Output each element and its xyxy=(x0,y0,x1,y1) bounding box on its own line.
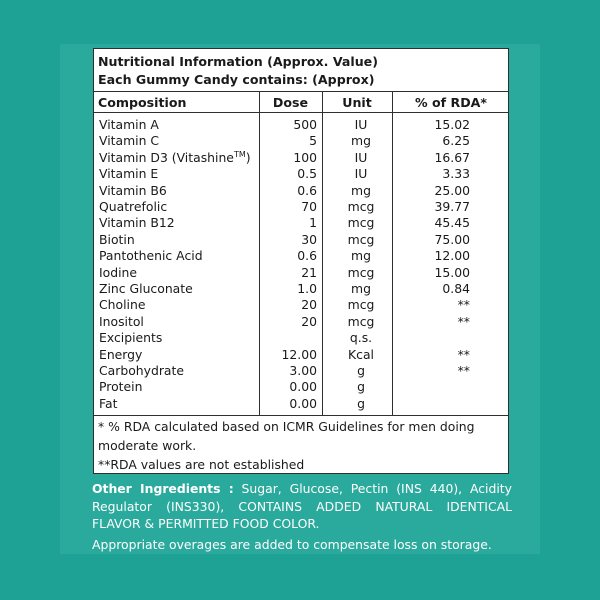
table-title: Nutritional Information (Approx. Value) xyxy=(98,54,378,69)
row-rda: ** xyxy=(457,313,470,329)
row-rda: ** xyxy=(457,363,470,378)
row-composition xyxy=(99,183,167,198)
row-rda: ** xyxy=(457,346,470,362)
row-composition-text: Iodine xyxy=(99,264,138,280)
table-row xyxy=(94,133,508,149)
header-composition: Composition xyxy=(98,95,187,110)
row-composition-text: Vitamin B12 xyxy=(99,215,175,231)
row-unit: mg xyxy=(351,133,371,149)
row-dose: 100 xyxy=(293,149,317,165)
header-unit: Unit xyxy=(342,95,372,110)
row-unit: mg xyxy=(351,248,371,264)
row-composition xyxy=(99,281,193,296)
row-rda: 16.67 xyxy=(434,149,470,165)
table-row xyxy=(94,363,508,379)
table-row xyxy=(94,314,508,330)
row-composition xyxy=(99,232,135,247)
row-dose: 0.00 xyxy=(289,395,317,411)
row-composition-text: Inositol xyxy=(99,313,144,329)
row-unit: Kcal xyxy=(348,346,374,362)
table-row xyxy=(94,379,508,395)
table-subtitle: Each Gummy Candy contains: (Approx) xyxy=(98,72,375,87)
row-unit: mg xyxy=(351,281,371,296)
row-composition-text: Excipients xyxy=(99,330,163,346)
row-composition xyxy=(99,396,117,411)
row-composition-suffix: ) xyxy=(245,149,251,165)
row-dose: 0.6 xyxy=(297,248,317,264)
row-unit: q.s. xyxy=(349,330,373,346)
row-unit: g xyxy=(357,363,365,378)
footnote-rda-basis: * % RDA calculated based on ICMR Guidelines for men doing xyxy=(98,419,475,434)
row-composition-text: Fat xyxy=(99,395,118,411)
row-dose: 0.00 xyxy=(289,379,317,395)
row-rda: ** xyxy=(457,297,470,313)
header-dose: Dose xyxy=(272,95,309,110)
row-rda: 39.77 xyxy=(434,199,470,214)
row-composition-text: Vitamin A xyxy=(99,117,159,132)
table-row xyxy=(94,330,508,346)
row-rda: 45.45 xyxy=(434,215,470,231)
row-dose: 20 xyxy=(301,313,317,329)
row-composition xyxy=(99,215,175,230)
row-rda: 12.00 xyxy=(434,248,470,264)
row-composition xyxy=(99,166,158,181)
other-ingredients xyxy=(92,480,512,533)
row-rda: 6.25 xyxy=(442,133,470,149)
overages-note: Appropriate overages are added to compensate loss on storage. xyxy=(92,537,492,552)
row-composition xyxy=(99,363,184,378)
row-rda: 15.00 xyxy=(434,264,470,280)
row-rda: 3.33 xyxy=(442,166,470,182)
row-composition-text: Vitamin E xyxy=(99,166,159,182)
row-unit: mcg xyxy=(347,215,375,231)
row-composition xyxy=(99,133,159,148)
row-composition xyxy=(99,297,145,312)
ingredients-label: Other Ingredients : xyxy=(92,481,234,496)
row-dose: 12.00 xyxy=(281,346,317,362)
row-composition xyxy=(99,379,142,394)
rule-below-title xyxy=(94,91,508,92)
row-unit: IU xyxy=(354,149,368,165)
rule-below-headers xyxy=(94,112,508,113)
table-row xyxy=(94,166,508,182)
table-row xyxy=(94,183,508,199)
nutrition-table xyxy=(93,48,509,474)
table-row xyxy=(94,396,508,412)
row-unit: mg xyxy=(351,182,371,198)
row-dose: 500 xyxy=(293,117,317,132)
row-composition xyxy=(99,248,203,263)
row-dose: 3.00 xyxy=(289,363,317,378)
table-row xyxy=(94,215,508,231)
row-dose: 0.6 xyxy=(297,182,317,198)
row-unit: g xyxy=(357,395,365,411)
row-dose: 30 xyxy=(301,231,317,247)
table-row xyxy=(94,150,508,166)
row-composition-text: Pantothenic Acid xyxy=(99,248,203,264)
row-dose: 70 xyxy=(301,199,317,214)
row-dose: 1 xyxy=(309,215,317,231)
row-composition-text: Zinc Gluconate xyxy=(99,281,193,296)
table-row xyxy=(94,265,508,281)
row-unit: mcg xyxy=(347,199,375,214)
row-composition-text: Energy xyxy=(99,346,143,362)
row-composition-text: Carbohydrate xyxy=(99,363,185,378)
row-dose: 5 xyxy=(309,133,317,149)
row-dose: 20 xyxy=(301,297,317,313)
ingredients-text: Sugar, Glucose, Pectin (INS 440), Acidity Regulator (INS330), CONTAINS ADDED NATURAL IDENTICAL FLAVOR & PERMITTED FOOD COLOR. xyxy=(92,481,512,531)
row-dose: 21 xyxy=(301,264,317,280)
row-unit: IU xyxy=(354,166,368,182)
table-row xyxy=(94,232,508,248)
row-rda: 25.00 xyxy=(434,182,470,198)
row-unit: mcg xyxy=(347,264,375,280)
row-composition-text: Choline xyxy=(99,297,146,313)
row-composition-text: Vitamin C xyxy=(99,133,160,149)
trademark-mark: TM xyxy=(233,149,246,159)
table-row xyxy=(94,281,508,297)
row-unit: IU xyxy=(354,117,368,132)
row-composition xyxy=(99,314,144,329)
table-row xyxy=(94,248,508,264)
footnote-moderate-work: moderate work. xyxy=(98,438,197,453)
row-composition xyxy=(99,150,251,165)
header-rda: % of RDA* xyxy=(414,95,487,110)
row-composition-text: Quatrefolic xyxy=(99,199,168,214)
row-unit: mcg xyxy=(347,297,375,313)
row-rda: 15.02 xyxy=(434,117,470,132)
table-row xyxy=(94,297,508,313)
table-row xyxy=(94,199,508,215)
row-composition xyxy=(99,265,137,280)
row-dose: 0.5 xyxy=(297,166,317,182)
row-unit: mcg xyxy=(347,231,375,247)
row-rda: 75.00 xyxy=(434,231,470,247)
row-rda: 0.84 xyxy=(442,281,470,296)
row-unit: mcg xyxy=(347,313,375,329)
row-unit: g xyxy=(357,379,365,395)
row-composition xyxy=(99,117,159,132)
row-dose: 1.0 xyxy=(297,281,317,296)
row-composition xyxy=(99,330,162,345)
rule-below-rows xyxy=(94,415,508,416)
row-composition-text: Protein xyxy=(99,379,143,395)
footnote-rda-not-established: **RDA values are not established xyxy=(98,457,305,472)
row-composition-text: Vitamin D3 (Vitashine xyxy=(99,149,234,165)
row-composition xyxy=(99,199,167,214)
row-composition-text: Biotin xyxy=(99,231,135,247)
row-composition xyxy=(99,347,142,362)
table-row xyxy=(94,347,508,363)
row-composition-text: Vitamin B6 xyxy=(99,182,167,198)
table-row xyxy=(94,117,508,133)
